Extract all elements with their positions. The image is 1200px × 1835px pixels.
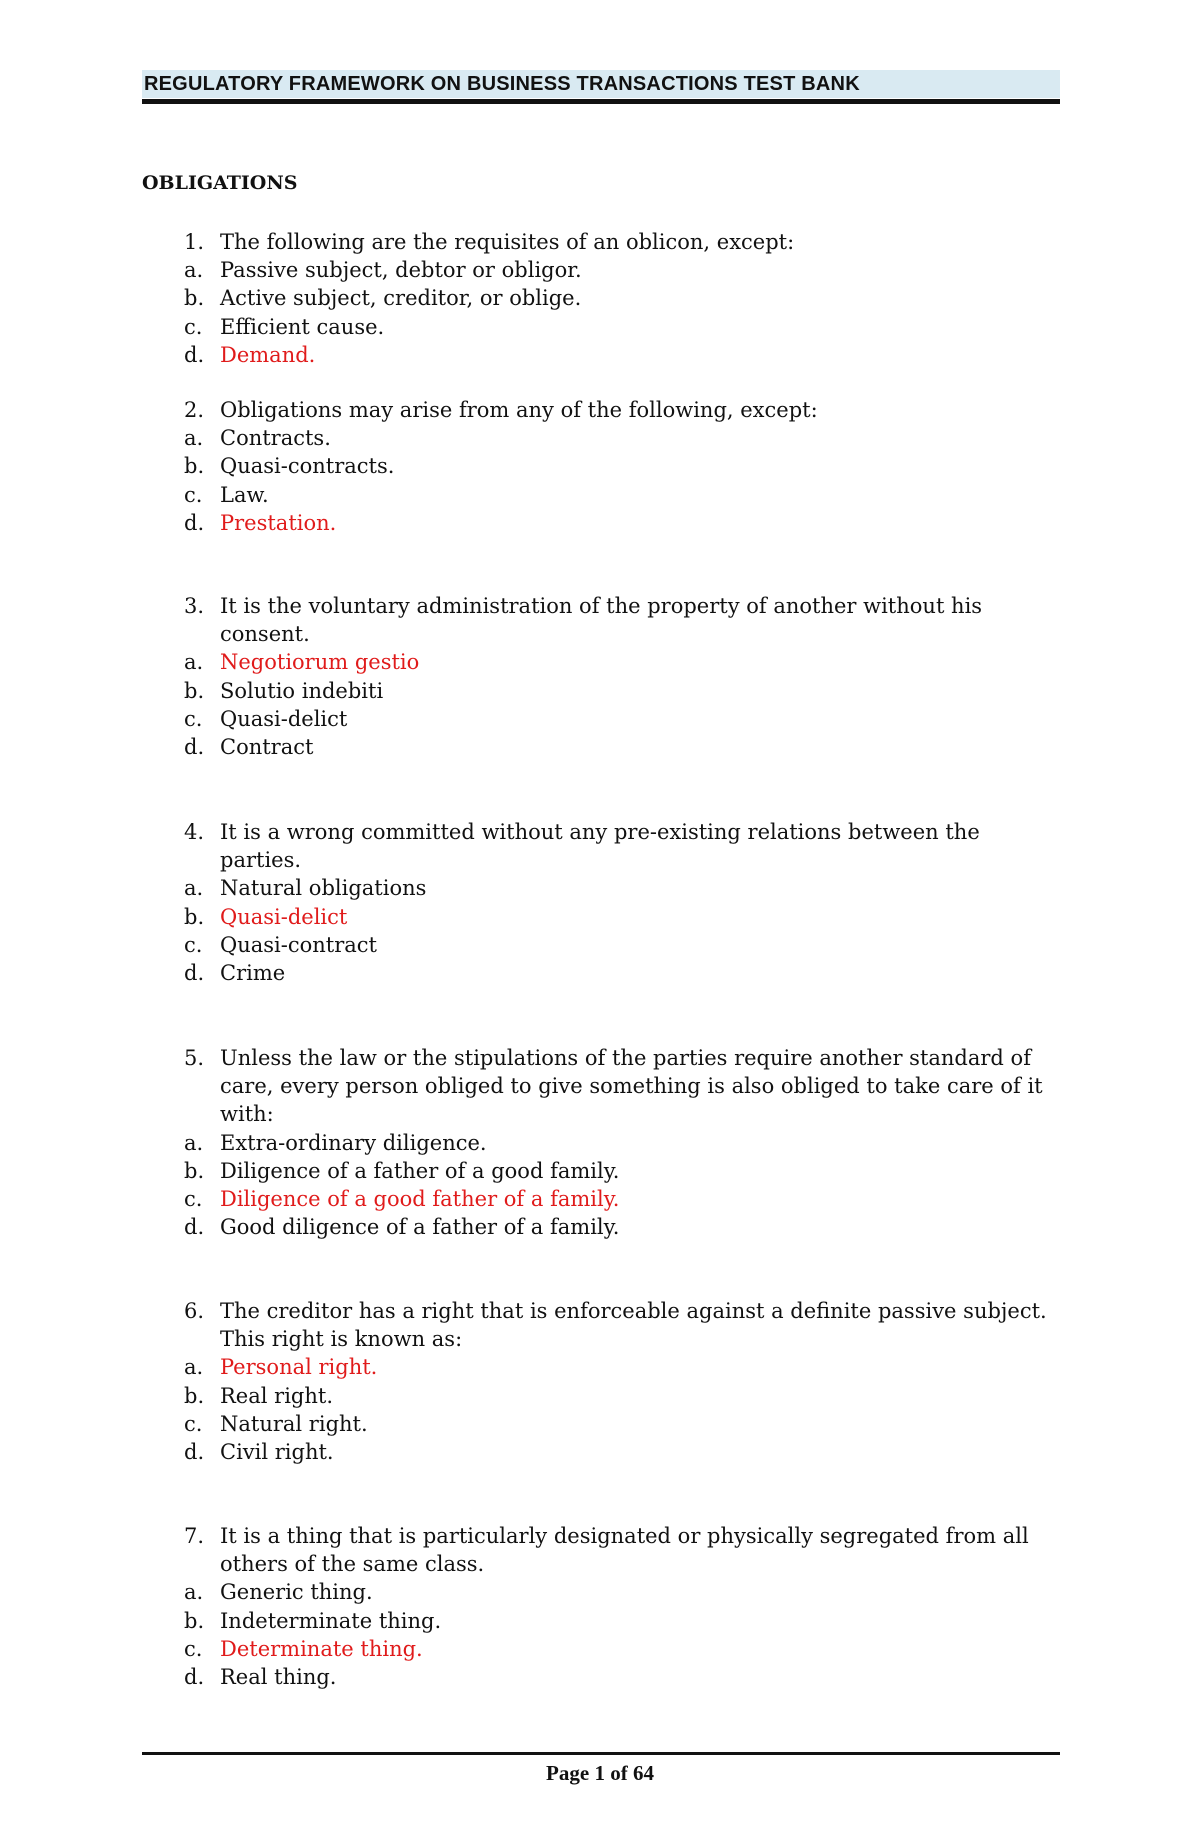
choice-letter: c. (184, 706, 203, 731)
choice-letter: b. (184, 678, 205, 703)
choice-text-correct: Demand. (220, 342, 316, 367)
choice-text-correct: Quasi-delict (220, 904, 348, 929)
choice-text-correct: Determinate thing. (220, 1636, 423, 1661)
choice-letter: b. (184, 1383, 205, 1408)
question-2 (184, 396, 1060, 537)
choice-letter: a. (184, 1130, 204, 1155)
choice-c (184, 481, 1060, 509)
choice-a (184, 1353, 1060, 1381)
choice-c (184, 705, 1060, 733)
question-stem (184, 228, 1060, 256)
choice-text: Crime (220, 961, 286, 986)
choice-letter: b. (184, 454, 205, 479)
choice-c (184, 1635, 1060, 1663)
question-stem (184, 592, 1060, 648)
choice-text: Quasi-delict (220, 706, 348, 731)
choice-text: Law. (220, 482, 269, 507)
choice-letter: b. (184, 904, 205, 929)
choice-letter: a. (184, 258, 204, 283)
choice-letter: b. (184, 1158, 205, 1183)
choice-b (184, 677, 1060, 705)
choice-a (184, 648, 1060, 676)
choice-b (184, 1607, 1060, 1635)
choice-letter: d. (184, 342, 205, 367)
choice-text: Real right. (220, 1383, 333, 1408)
document-header-title: REGULATORY FRAMEWORK ON BUSINESS TRANSACTIONS TEST BANK (144, 73, 860, 95)
choice-letter: d. (184, 1440, 205, 1465)
choice-c (184, 313, 1060, 341)
choice-text: Extra-ordinary diligence. (220, 1130, 487, 1155)
choice-d (184, 1213, 1060, 1241)
choice-letter: c. (184, 482, 203, 507)
question-text: The following are the requisites of an oblicon, except: (220, 230, 795, 254)
header-rule (142, 99, 1060, 104)
choice-text: Generic thing. (220, 1580, 373, 1605)
section-title: OBLIGATIONS (142, 172, 298, 194)
choice-text: Efficient cause. (220, 314, 385, 339)
choice-text: Real thing. (220, 1665, 337, 1690)
choice-letter: d. (184, 1665, 205, 1690)
choice-d (184, 733, 1060, 761)
question-stem (184, 1522, 1060, 1578)
choice-text: Contract (220, 735, 314, 760)
question-4 (184, 818, 1060, 987)
choice-letter: a. (184, 1580, 204, 1605)
choice-a (184, 1129, 1060, 1157)
choice-d (184, 509, 1060, 537)
question-text: It is a thing that is particularly designated or physically segregated from all others of the same class. (220, 1524, 1029, 1577)
choice-letter: c. (184, 1636, 203, 1661)
choice-text-correct: Negotiorum gestio (220, 650, 420, 675)
choice-letter: a. (184, 426, 204, 451)
choice-c (184, 1410, 1060, 1438)
choice-text: Good diligence of a father of a family. (220, 1215, 620, 1240)
question-number: 3. (184, 594, 205, 618)
question-text: The creditor has a right that is enforceable against a definite passive subject. This right is known as: (220, 1299, 1047, 1352)
choice-text: Indeterminate thing. (220, 1608, 442, 1633)
choice-letter: d. (184, 510, 205, 535)
choice-text: Passive subject, debtor or obligor. (220, 258, 582, 283)
choice-text-correct: Diligence of a good father of a family. (220, 1187, 620, 1212)
choice-b (184, 284, 1060, 312)
question-6 (184, 1297, 1060, 1466)
question-text: Unless the law or the stipulations of the parties require another standard of care, every person obliged to give something is also obliged to take care of it with: (220, 1046, 1043, 1127)
question-number: 7. (184, 1524, 205, 1548)
choice-d (184, 1438, 1060, 1466)
question-text: It is the voluntary administration of the property of another without his consent. (220, 594, 983, 647)
footer-rule (142, 1752, 1060, 1755)
question-number: 4. (184, 820, 205, 844)
choice-text: Solutio indebiti (220, 678, 384, 703)
choice-b (184, 452, 1060, 480)
choice-text: Natural right. (220, 1411, 368, 1436)
choice-a (184, 424, 1060, 452)
question-number: 6. (184, 1299, 205, 1323)
choice-c (184, 931, 1060, 959)
choice-d (184, 341, 1060, 369)
choice-b (184, 903, 1060, 931)
question-stem (184, 818, 1060, 874)
choice-c (184, 1185, 1060, 1213)
choice-letter: c. (184, 1187, 203, 1212)
choice-letter: c. (184, 314, 203, 339)
choice-a (184, 874, 1060, 902)
choice-letter: a. (184, 650, 204, 675)
choice-text: Natural obligations (220, 876, 427, 901)
choice-letter: b. (184, 1608, 205, 1633)
question-7 (184, 1522, 1060, 1691)
question-1 (184, 228, 1060, 369)
choice-a (184, 1578, 1060, 1606)
question-text: Obligations may arise from any of the following, except: (220, 398, 818, 422)
page-number: Page 1 of 64 (546, 1761, 654, 1785)
choice-text: Quasi-contracts. (220, 454, 395, 479)
choice-text: Civil right. (220, 1440, 334, 1465)
choice-text-correct: Prestation. (220, 510, 337, 535)
question-text: It is a wrong committed without any pre-existing relations between the parties. (220, 820, 980, 873)
choice-text: Active subject, creditor, or oblige. (220, 286, 582, 311)
question-5 (184, 1044, 1060, 1241)
choice-a (184, 256, 1060, 284)
choice-letter: d. (184, 961, 205, 986)
choice-letter: c. (184, 932, 203, 957)
choice-text-correct: Personal right. (220, 1355, 378, 1380)
question-number: 5. (184, 1046, 205, 1070)
question-stem (184, 396, 1060, 424)
choice-text: Diligence of a father of a good family. (220, 1158, 620, 1183)
question-3 (184, 592, 1060, 761)
choice-b (184, 1157, 1060, 1185)
question-number: 1. (184, 230, 205, 254)
question-stem (184, 1044, 1060, 1129)
choice-letter: a. (184, 876, 204, 901)
choice-letter: d. (184, 735, 205, 760)
choice-b (184, 1382, 1060, 1410)
choice-letter: b. (184, 286, 205, 311)
question-number: 2. (184, 398, 205, 422)
choice-d (184, 1663, 1060, 1691)
choice-letter: c. (184, 1411, 203, 1436)
choice-text: Contracts. (220, 426, 331, 451)
choice-d (184, 959, 1060, 987)
question-stem (184, 1297, 1060, 1353)
choice-letter: d. (184, 1215, 205, 1240)
choice-letter: a. (184, 1355, 204, 1380)
choice-text: Quasi-contract (220, 932, 377, 957)
